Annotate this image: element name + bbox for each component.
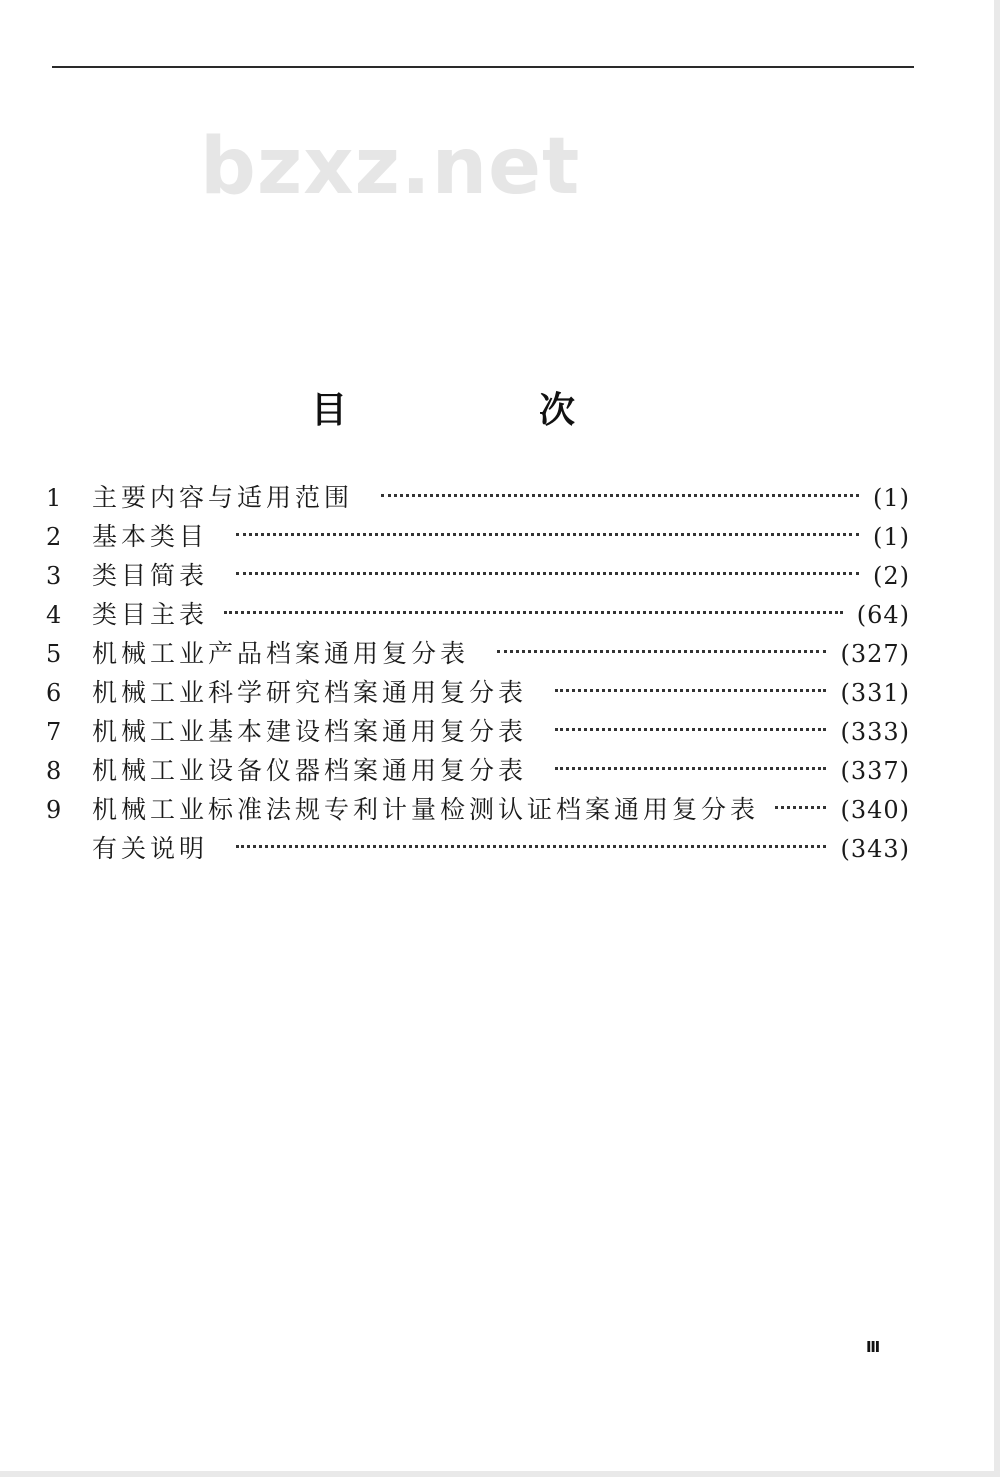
toc-item-label: 机械工业设备仪器档案通用复分表 xyxy=(92,756,528,785)
toc-item[interactable] xyxy=(46,517,910,556)
toc-item-page: (327) xyxy=(840,640,910,668)
toc-item-label: 机械工业科学研究档案通用复分表 xyxy=(92,678,528,707)
toc-item-page: (343) xyxy=(840,835,910,863)
toc-item[interactable] xyxy=(46,829,910,868)
toc-item-number: 7 xyxy=(46,718,62,746)
toc-leader-dots xyxy=(236,572,859,575)
table-of-contents xyxy=(46,478,910,868)
toc-item[interactable] xyxy=(46,712,910,751)
toc-item-number: 1 xyxy=(46,484,62,512)
toc-leader-dots xyxy=(381,494,859,497)
toc-item-page: (337) xyxy=(840,757,910,785)
toc-item-page: (340) xyxy=(840,796,910,824)
watermark: bzxz.net xyxy=(200,122,581,212)
toc-item-number: 2 xyxy=(46,523,62,551)
scan-edge-right xyxy=(994,0,1000,1477)
toc-leader-dots xyxy=(236,845,826,848)
toc-item-label: 基本类目 xyxy=(92,522,209,551)
toc-item[interactable] xyxy=(46,478,910,517)
page-number: Ⅲ xyxy=(866,1338,880,1356)
toc-leader-dots xyxy=(555,728,826,731)
toc-item-page: (331) xyxy=(840,679,910,707)
toc-item-number: 4 xyxy=(46,601,62,629)
toc-item-label: 类目简表 xyxy=(92,561,209,590)
toc-leader-dots xyxy=(555,767,826,770)
toc-leader-dots xyxy=(236,533,859,536)
toc-item-label: 类目主表 xyxy=(92,600,209,629)
toc-item-page: (2) xyxy=(873,562,910,590)
toc-item-number: 5 xyxy=(46,640,62,668)
toc-item[interactable] xyxy=(46,556,910,595)
toc-item[interactable] xyxy=(46,595,910,634)
toc-item[interactable] xyxy=(46,790,910,829)
toc-item[interactable] xyxy=(46,751,910,790)
toc-item-label: 机械工业基本建设档案通用复分表 xyxy=(92,717,528,746)
toc-item-label: 机械工业产品档案通用复分表 xyxy=(92,639,470,668)
header-rule xyxy=(52,66,914,68)
page-title: 目 次 xyxy=(310,390,653,432)
toc-item-page: (1) xyxy=(873,523,910,551)
toc-leader-dots xyxy=(224,611,843,614)
toc-item-page: (64) xyxy=(856,601,910,629)
toc-item-number: 9 xyxy=(46,796,62,824)
scan-edge-bottom xyxy=(0,1471,1000,1477)
toc-item-label: 主要内容与适用范围 xyxy=(92,483,354,512)
toc-item-label: 有关说明 xyxy=(92,834,209,863)
toc-item-page: (333) xyxy=(840,718,910,746)
toc-item-number: 3 xyxy=(46,562,62,590)
toc-item-label: 机械工业标准法规专利计量检测认证档案通用复分表 xyxy=(92,795,760,824)
toc-item-page: (1) xyxy=(873,484,910,512)
toc-item[interactable] xyxy=(46,673,910,712)
toc-item-number: 8 xyxy=(46,757,62,785)
toc-leader-dots xyxy=(497,650,826,653)
toc-item[interactable] xyxy=(46,634,910,673)
toc-leader-dots xyxy=(775,806,826,809)
toc-leader-dots xyxy=(555,689,826,692)
toc-item-number: 6 xyxy=(46,679,62,707)
